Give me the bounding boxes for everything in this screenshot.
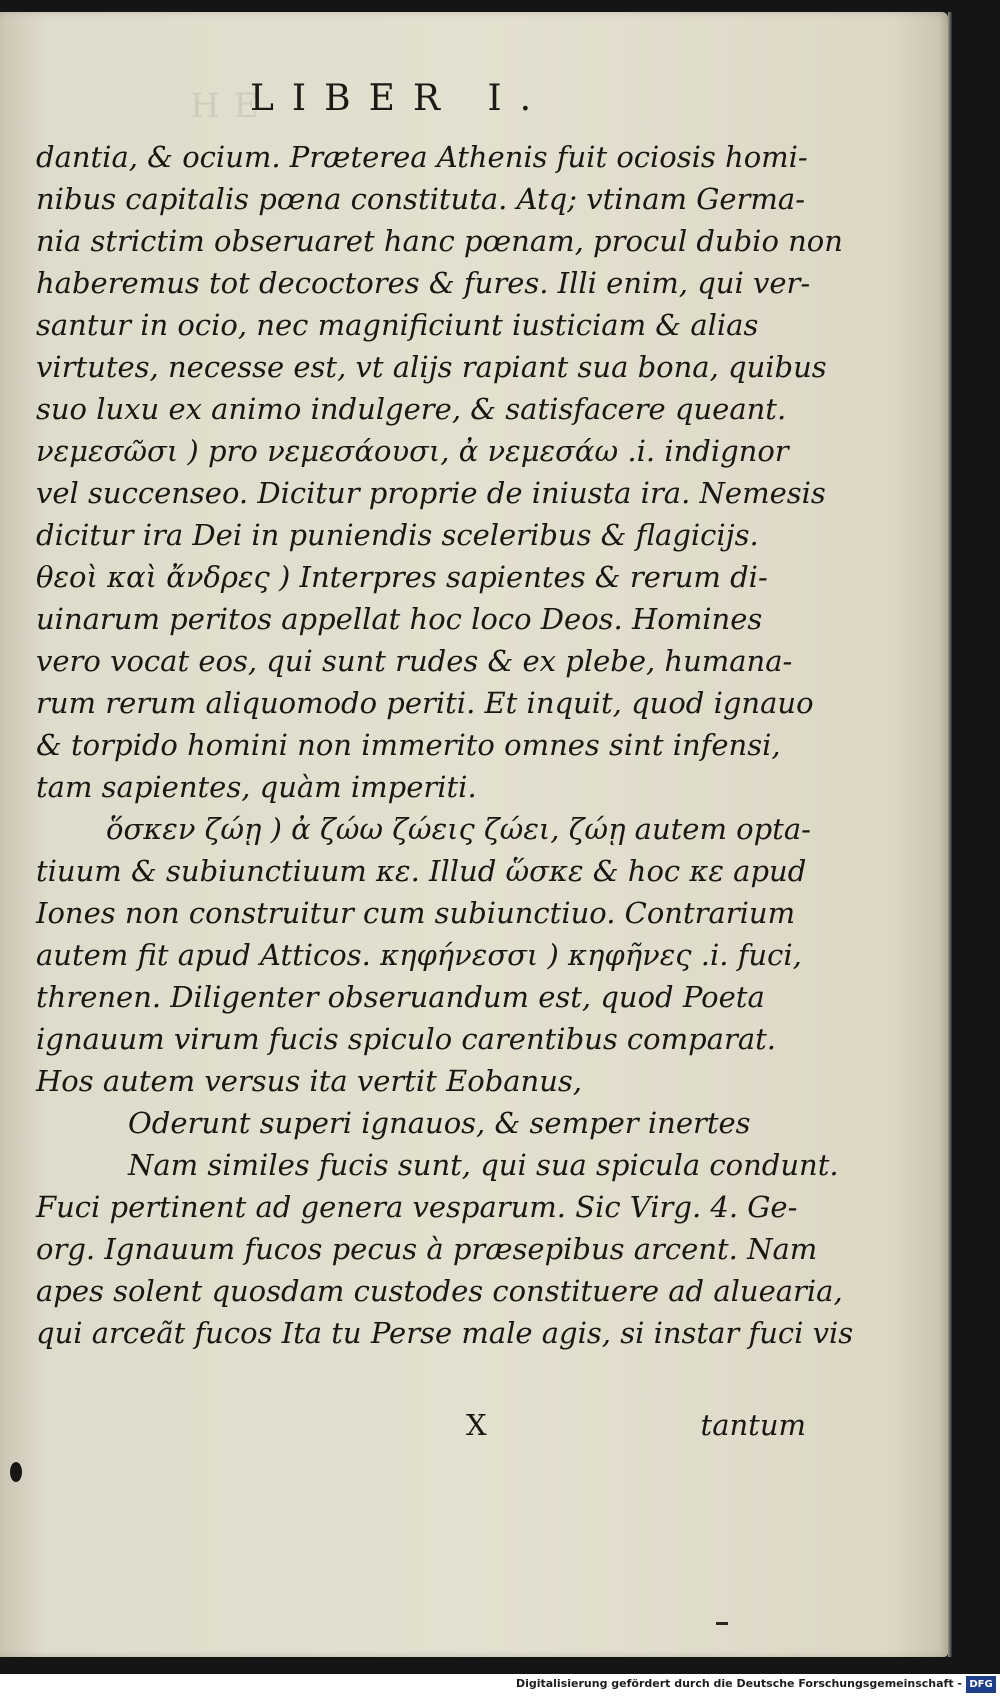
text-line: rum rerum aliquomodo periti. Et inquit, quod ignauo <box>36 686 814 720</box>
page-edge <box>948 12 952 1657</box>
text-line: Hos autem versus ita vertit Eobanus, <box>36 1064 583 1098</box>
text-line: Oderunt superi ignauos, & semper inertes <box>128 1106 751 1140</box>
text-line: qui arceãt fucos Ita tu Perse male agis, si instar fuci vis <box>36 1316 854 1350</box>
text-line: tiuum & subiunctiuum κε. Illud ὥσκε & hoc κε apud <box>36 854 807 888</box>
text-line: νεμεσῶσι ) pro νεμεσάουσι, ἀ νεμεσάω .i. indignor <box>36 434 789 468</box>
text-line: Iones non construitur cum subiunctiuo. Contrarium <box>36 896 796 930</box>
ink-blot <box>10 1462 22 1482</box>
running-head: LIBER I. <box>250 78 550 119</box>
text-line: nia strictim obseruaret hanc pœnam, procul dubio non <box>36 224 843 258</box>
text-line: uinarum peritos appellat hoc loco Deos. Homines <box>36 602 763 636</box>
page-bottom-marks <box>36 1408 806 1450</box>
digitization-footer <box>0 1674 1000 1697</box>
catchword: tantum <box>700 1408 806 1442</box>
text-line: dantia, & ocium. Prӕterea Athenis fuit ociosis homi- <box>36 140 808 174</box>
text-line: virtutes, necesse est, vt alijs rapiant sua bona, quibus <box>36 350 827 384</box>
footer-credit: Digitalisierung gefördert durch die Deutsche Forschungsgemeinschaft - <box>515 1677 962 1690</box>
text-line: Nam similes fucis sunt, qui sua spicula condunt. <box>128 1148 839 1182</box>
text-line: nibus capitalis pœna constituta. Atq; vtinam Germa- <box>36 182 805 216</box>
text-line: Fuci pertinent ad genera vesparum. Sic Virg. 4. Ge- <box>36 1190 798 1224</box>
signature-mark: X <box>466 1408 487 1442</box>
text-line: vero vocat eos, qui sunt rudes & ex plebe, humana- <box>36 644 793 678</box>
text-line: ὅσκεν ζώῃ ) ἀ ζώω ζώεις ζώει, ζώῃ autem opta- <box>106 812 811 846</box>
dfg-logo: DFG <box>966 1676 996 1693</box>
text-line: apes solent quosdam custodes constituere ad aluearia, <box>36 1274 843 1308</box>
text-line: dicitur ira Dei in puniendis sceleribus & flagicijs. <box>36 518 759 552</box>
text-line: vel succenseo. Dicitur proprie de iniusta ira. Nemesis <box>36 476 826 510</box>
text-line: santur in ocio, nec magnificiunt iusticiam & alias <box>36 308 759 342</box>
text-line: tam sapientes, quàm imperiti. <box>36 770 477 804</box>
show-through-text: HE <box>190 86 273 126</box>
text-line: & torpido homini non immerito omnes sint infensi, <box>36 728 781 762</box>
text-line: autem fit apud Atticos. κηφήνεσσι ) κηφῆνες .i. fuci, <box>36 938 802 972</box>
ink-mark <box>716 1622 728 1625</box>
text-line: suo luxu ex animo indulgere, & satisfacere queant. <box>36 392 787 426</box>
text-line: θεοὶ καὶ ἄνδρες ) Interpres sapientes & rerum di- <box>36 560 768 594</box>
text-line: org. Ignauum fucos pecus à prӕsepibus arcent. Nam <box>36 1232 818 1266</box>
text-line: ignauum virum fucis spiculo carentibus comparat. <box>36 1022 776 1056</box>
text-line: haberemus tot decoctores & fures. Illi enim, qui ver- <box>36 266 811 300</box>
body-text <box>36 136 854 1354</box>
text-line: threnen. Diligenter obseruandum est, quod Poeta <box>36 980 765 1014</box>
